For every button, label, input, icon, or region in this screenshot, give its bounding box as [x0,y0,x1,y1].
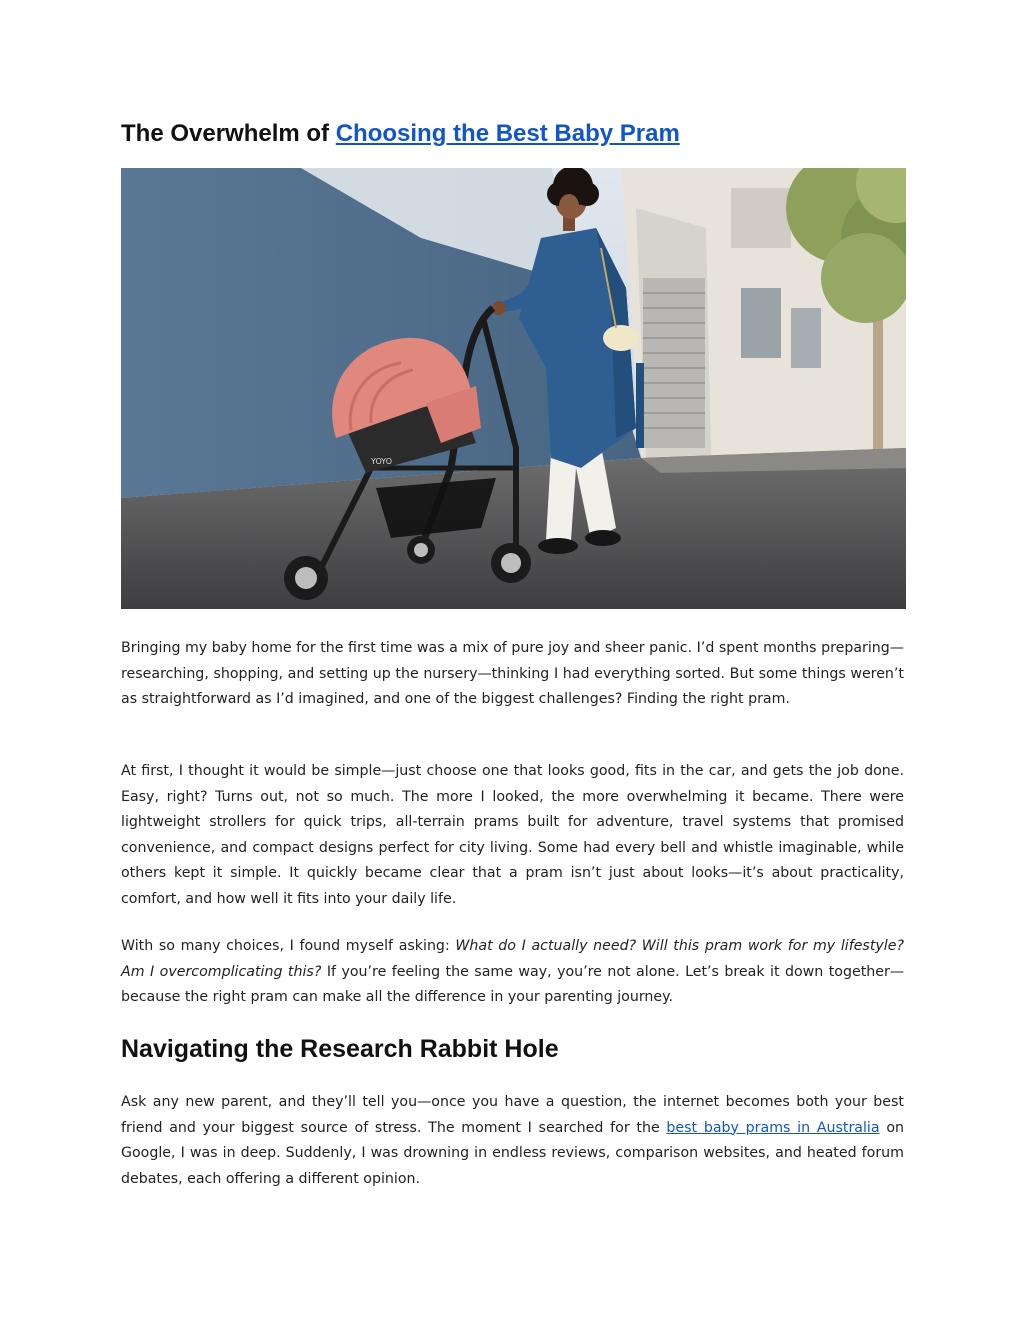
p3-prefix: With so many choices, I found myself asking: [121,938,456,954]
p4-prefix: Ask any new parent, and they’ll tell you—once you have a question, the internet becomes both your best friend and your biggest source of stress. The moment I searched for the [121,1094,904,1136]
p3-italic-questions: What do I actually need? Will this pram work for my lifestyle? Am I overcomplicating this? [121,938,904,980]
page-title [121,120,680,148]
woman-with-pram-illustration [121,168,906,609]
best-prams-link[interactable]: best baby prams in Australia [666,1119,880,1136]
title-link[interactable]: Choosing the Best Baby Pram [335,120,680,147]
paragraph-research [121,1090,904,1192]
paragraph-intro: Bringing my baby home for the first time was a mix of pure joy and sheer panic. I’d spent months preparing—researching, shopping, and setting up the nursery—thinking I had everything sorted. But some things weren’t as straightforward as I’d imagined, and one of the biggest challenges? Finding the right pram. [121,640,904,707]
hero-photo [121,168,906,609]
p3-suffix: If you’re feeling the same way, you’re not alone. Let’s break it down together—because the right pram can make all the difference in your parenting journey. [121,963,905,1005]
section-heading: Navigating the Research Rabbit Hole [121,1035,559,1063]
title-prefix: The Overwhelm of [121,120,336,147]
p4-suffix: on Google, I was in deep. Suddenly, I was drowning in endless reviews, comparison websites, and heated forum debates, each offering a different opinion. [121,1119,904,1187]
paragraph-questions [121,934,904,1011]
pram-brand-label: YOYO [371,457,393,466]
garage-shutter [643,278,705,448]
paragraph-first-thoughts: At first, I thought it would be simple—just choose one that looks good, fits in the car, and gets the job done. Easy, right? Turns out, not so much. The more I looked, the more overwhelming it became. There were lightweight strollers for quick trips, all-terrain prams built for adventure, travel systems that promised convenience, and compact designs perfect for city living. Some had every bell and whistle imaginable, while others kept it simple. It quickly became clear that a pram isn’t just about looks—it’s about practicality, comfort, and how well it fits into your daily life. [121,763,904,907]
